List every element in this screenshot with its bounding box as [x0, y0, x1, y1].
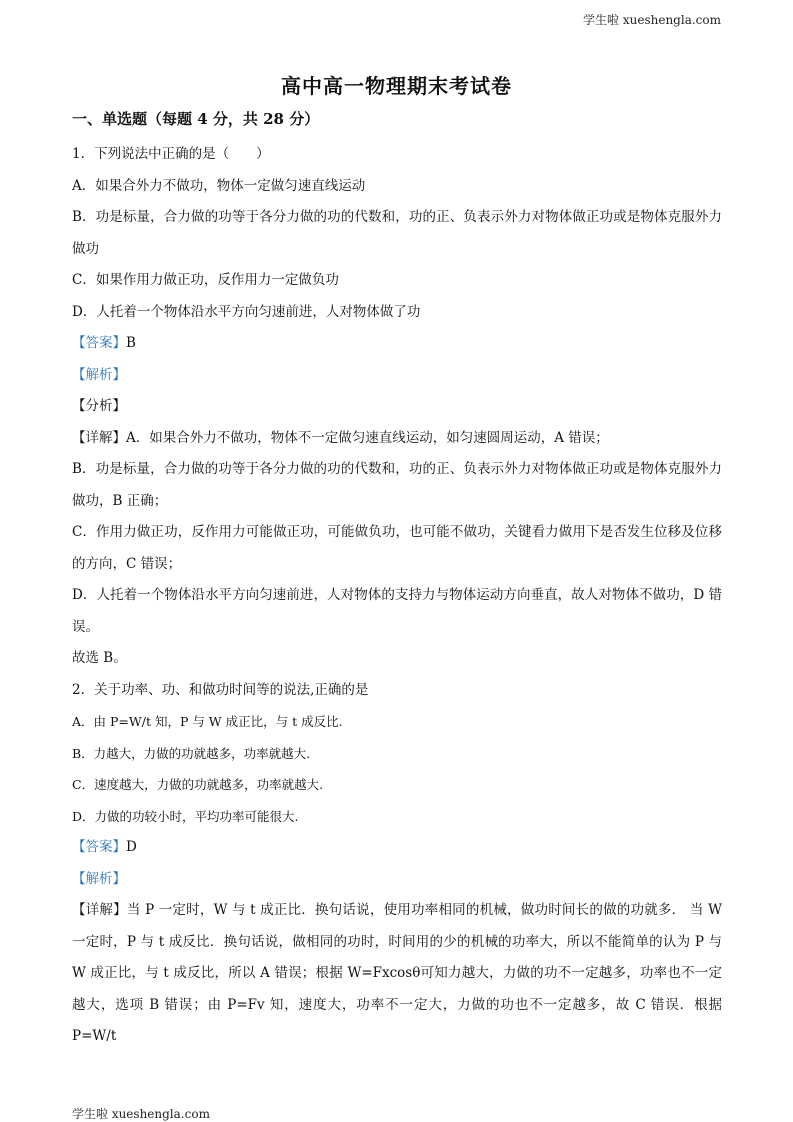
answer-tag: 【答案】 — [72, 335, 126, 351]
footer-site: 学生啦 xueshengla.com — [72, 1107, 210, 1121]
q2-stem: 2．关于功率、功、和做功时间等的说法,正确的是 — [72, 681, 369, 698]
section-heading: 一、单选题（每题 4 分，共 28 分） — [72, 110, 320, 128]
q1-detail-d: D．人托着一个物体沿水平方向匀速前进，人对物体的支持力与物体运动方向垂直，故人对物体不做功，D 错误。 — [72, 587, 722, 635]
analysis-tag: 【解析】 — [72, 366, 126, 383]
detail-tag: 【详解】 — [72, 902, 127, 918]
header-site: 学生啦 xueshengla.com — [583, 13, 721, 27]
q2-answer — [72, 832, 722, 864]
q1-option-c: C．如果作用力做正功，反作用力一定做负功 — [72, 272, 339, 288]
q2-option-b: B．力越大，力做的功就越多，功率就越大. — [72, 745, 311, 761]
q1-fenxi: 【分析】 — [72, 398, 126, 414]
q1-stem: 1．下列说法中正确的是（ ） — [72, 146, 270, 162]
q2-option-c: C．速度越大，力做的功就越多，功率就越大. — [72, 777, 324, 792]
q1-answer — [72, 328, 722, 360]
answer-value: D — [126, 839, 137, 855]
q1-option-b: B．功是标量，合力做的功等于各分力做的功的代数和，功的正、负表示外力对物体做正功或是物体克服外力做功 — [72, 209, 722, 257]
answer-value: B — [126, 335, 136, 351]
q1-detail-c: C．作用力做正功，反作用力可能做正功，可能做负功，也可能不做功，关键看力做用下是否发生位移及位移的方向，C 错误； — [72, 524, 722, 572]
answer-tag: 【答案】 — [72, 839, 126, 855]
q1-analysis — [72, 360, 722, 392]
q1-detail-b: B．功是标量，合力做的功等于各分力做的功的代数和，功的正、负表示外力对物体做正功或是物体克服外力做功，B 正确； — [72, 461, 722, 509]
q1-conclusion: 故选 B。 — [72, 650, 127, 666]
q2-option-d: D．力做的功较小时，平均功率可能很大. — [72, 808, 299, 824]
page-title: 高中高一物理期末考试卷 — [281, 74, 512, 98]
q2-option-a: A．由 P=W/t 知，P 与 W 成正比，与 t 成反比. — [72, 714, 343, 729]
analysis-tag: 【解析】 — [72, 870, 126, 887]
q1-option-d: D．人托着一个物体沿水平方向匀速前进，人对物体做了功 — [72, 303, 421, 320]
q2-detail: 【详解】当 P 一定时，W 与 t 成正比．换句话说，使用功率相同的机械，做功时间长的做的功就多． 当 W 一定时，P 与 t 成反比．换句话说，做相同的功时，时间用的少的机械的功率大，所以不能简单的认为 P 与 W 成正比，与 t 成反比，所以 A 错误；根据 W=Fxcosθ可知力越大，力做的功不一定越多，功率也不一定越大，选项 B 错误；由 P=Fv 知，速度大，功率不一定大，力做的功也不一定越多，故 C 错误．根据 P=W/t — [72, 902, 722, 1044]
q1-option-a: A．如果合外力不做功，物体一定做匀速直线运动 — [72, 177, 366, 194]
detail-tag: 【详解】 — [72, 429, 126, 446]
q2-analysis — [72, 864, 722, 896]
q1-detail-a: 【详解】A．如果合外力不做功，物体不一定做匀速直线运动，如匀速圆周运动，A 错误； — [72, 429, 609, 446]
document-body — [72, 139, 722, 1053]
